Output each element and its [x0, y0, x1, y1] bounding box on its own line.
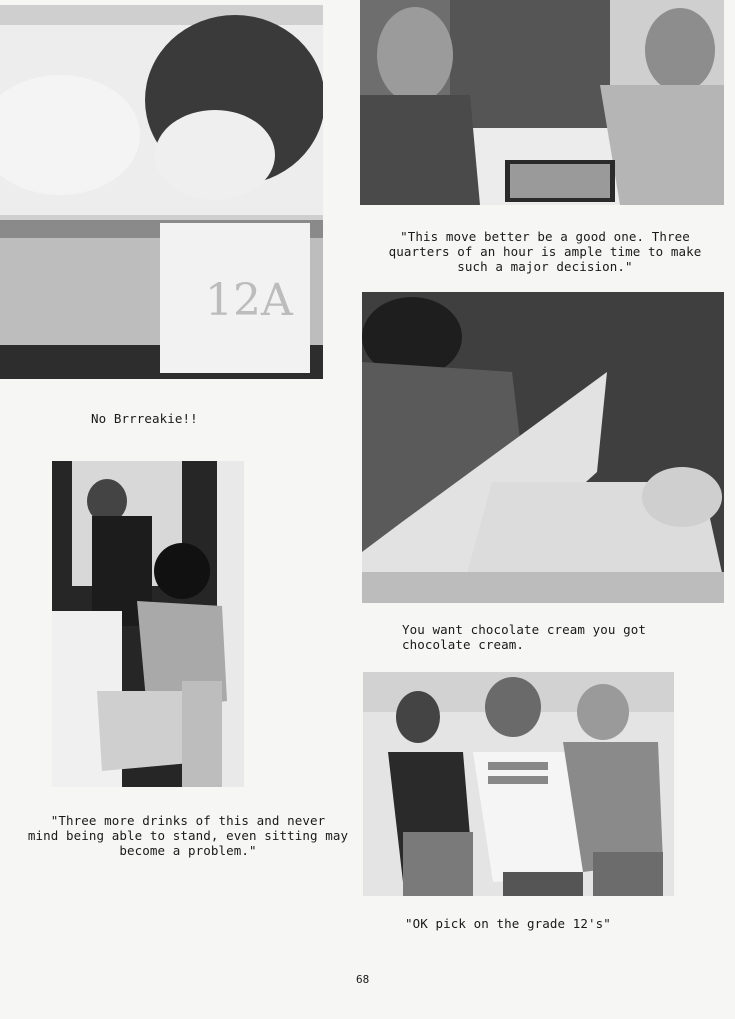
- desk-sign-text: 12A: [205, 275, 293, 326]
- caption-chocolate: You want chocolate cream you got chocolate cream.: [402, 622, 647, 652]
- photo-drinking-at-dance: [52, 461, 244, 787]
- caption-breakie: No Brrreakie!!: [91, 411, 198, 426]
- photo-three-boys-scuffle: [363, 672, 674, 896]
- caption-grade12: "OK pick on the grade 12's": [405, 916, 611, 931]
- caption-drinks: "Three more drinks of this and never mind being able to stand, even sitting may become a problem.": [27, 813, 349, 858]
- caption-chess: "This move better be a good one. Three quarters of an hour is ample time to make such a major decision.": [388, 229, 702, 274]
- page-number: 68: [356, 973, 370, 986]
- photo-chess-game: [360, 0, 724, 205]
- photo-sleeping-student: [0, 5, 323, 379]
- photo-cream-pie: [362, 292, 724, 603]
